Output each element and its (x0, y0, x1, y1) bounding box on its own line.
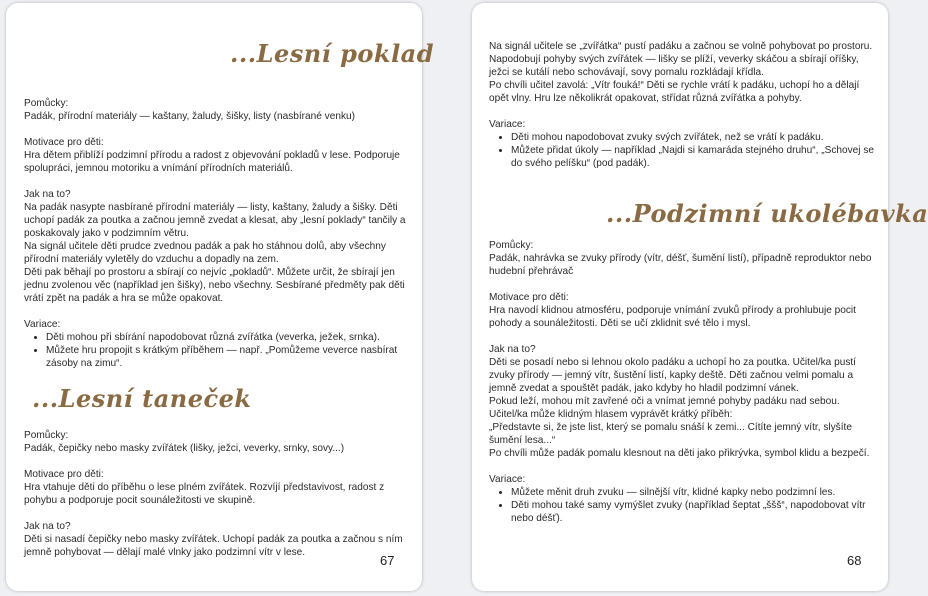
section-podzimni-ukolebavka (489, 239, 877, 525)
pomucky-label: Pomůcky: (489, 240, 534, 251)
page-number: 68 (847, 553, 862, 568)
variace-list (489, 486, 877, 525)
continuation-paragraph: Po chvíli učitel zavolá: „Vítr fouká!“ Děti se rychle vrátí k padáku, uchopí ho a dělají opět vlny. Hru lze několikrát opakovat, střídat různá zvířátka a pohyby. (489, 80, 860, 104)
list-item: • Můžete měnit druh zvuku — silnější vítr, klidné kapky nebo podzimní les. (511, 486, 877, 499)
list-item: • Můžete hru propojit s krátkým příběhem — např. „Pomůžeme veverce nasbírat zásoby na zimu“. (46, 344, 410, 370)
list-item: • Můžete přidat úkoly — například „Najdi si kamaráda stejného druhu“, „Schovej se do svého pelíšku“ (pod padák). (511, 144, 877, 170)
continuation-paragraph: Na signál učitele se „zvířátka“ pustí padáku a začnou se volně pohybovat po prostoru. Napodobují pohyby svých zvířátek — lišky se plíží, veverky skáčou a sbírají oříšky, ježci se kutálí nebo schovávají, sovy pomalu rozkládají křídla. (489, 41, 873, 78)
heading-lesni-tanecek: ...Lesní taneček (32, 384, 252, 413)
jak-label: Jak na to? (24, 521, 71, 532)
variace-label: Variace: (24, 319, 61, 330)
jak-paragraph: Pokud leží, mohou mít zavřené oči a vnímat jemné pohyby padáku nad sebou. (489, 396, 840, 407)
motivace-text: Hra dětem přiblíží podzimní přírodu a radost z objevování pokladů v lese. Podporuje spolupráci, jemnou motoriku a vnímání přírodních materiálů. (24, 150, 400, 174)
variace-label: Variace: (489, 119, 526, 130)
pomucky-label: Pomůcky: (24, 430, 69, 441)
list-item: • Děti mohou napodobovat zvuky svých zvířátek, než se vrátí k padáku. (511, 131, 877, 144)
motivace-label: Motivace pro děti: (24, 469, 104, 480)
variace-list (24, 331, 410, 370)
pomucky-text: Padák, nahrávka se zvuky přírody (vítr, déšť, šumění listí), případně reproduktor nebo hudební přehrávač (489, 253, 872, 277)
list-item: • Děti mohou také samy vymýšlet zvuky (například šeptat „ššš“, napodobovat vítr nebo déšť). (511, 499, 877, 525)
jak-paragraph: Děti si nasadí čepičky nebo masky zvířátek. Uchopí padák za poutka a začnou s ním jemně pohybovat — dělají malé vlnky jako podzimní vítr v lese. (24, 534, 403, 558)
jak-paragraph: Po chvíli může padák pomalu klesnout na děti jako přikrývka, symbol klidu a bezpečí. (489, 448, 870, 459)
heading-podzimni-ukolebavka: ...Podzimní ukolébavka (606, 199, 928, 228)
jak-paragraph: Děti pak běhají po prostoru a sbírají co nejvíc „pokladů“. Můžete určit, že sbírají jen jednu zvolenou věc (například jen šišky), nebo všechny. Sesbírané předměty pak děti vrátí zpět na padák a hra se může opakovat. (24, 267, 405, 304)
list-item: • Děti mohou při sbírání napodobovat různá zvířátka (veverka, ježek, srnka). (46, 331, 410, 344)
jak-paragraph: Učitel/ka může klidným hlasem vyprávět krátký příběh: (489, 409, 733, 420)
page-67 (6, 3, 435, 591)
section-continuation (489, 40, 877, 170)
jak-paragraph: Na signál učitele děti prudce zvednou padák a pak ho stáhnou dolů, aby všechny přírodní materiály vyletěly do vzduchu a dopadly na zem. (24, 241, 386, 265)
jak-paragraph: Na padák nasypte nasbírané přírodní materiály — listy, kaštany, žaludy a šišky. Děti uchopí padák za poutka a začnou jemně zvedat a klesat, aby „lesní poklady“ tančily a poskakovaly jako v podzimním větru. (24, 202, 406, 239)
motivace-text: Hra navodí klidnou atmosféru, podporuje vnímání zvuků přírody a prohlubuje pocit pohody a sounáležitosti. Děti se učí zklidnit své tělo i mysl. (489, 305, 856, 329)
section-lesni-tanecek (24, 429, 410, 559)
page-68 (472, 3, 928, 591)
pomucky-text: Padák, přírodní materiály — kaštany, žaludy, šišky, listy (nasbírané venku) (24, 111, 355, 122)
page-number: 67 (380, 553, 395, 568)
motivace-label: Motivace pro děti: (489, 292, 569, 303)
pomucky-text: Padák, čepičky nebo masky zvířátek (lišky, ježci, veverky, srnky, sovy...) (24, 443, 345, 454)
heading-lesni-poklad: ...Lesní poklad (230, 39, 435, 68)
variace-list (489, 131, 877, 170)
section-lesni-poklad (24, 97, 410, 370)
pomucky-label: Pomůcky: (24, 98, 69, 109)
motivace-text: Hra vtahuje děti do příběhu o lese plném zvířátek. Rozvíjí představivost, radost z pohybu a podporuje pocit sounáležitosti ve skupině. (24, 482, 385, 506)
jak-label: Jak na to? (489, 344, 536, 355)
jak-paragraph: Děti se posadí nebo si lehnou okolo padáku a uchopí ho za poutka. Učitel/ka pustí zvuky přírody — jemný vítr, šustění listí, kapky deště. Děti začnou velmi pomalu a jemně zvedat a spouštět padák, jako kdyby ho hladil podzimní vánek. (489, 357, 856, 394)
jak-label: Jak na to? (24, 189, 71, 200)
variace-label: Variace: (489, 474, 526, 485)
motivace-label: Motivace pro děti: (24, 137, 104, 148)
jak-paragraph: „Představte si, že jste list, který se pomalu snáší k zemi... Cítíte jemný vítr, slyšíte šumění lesa...“ (489, 422, 852, 446)
